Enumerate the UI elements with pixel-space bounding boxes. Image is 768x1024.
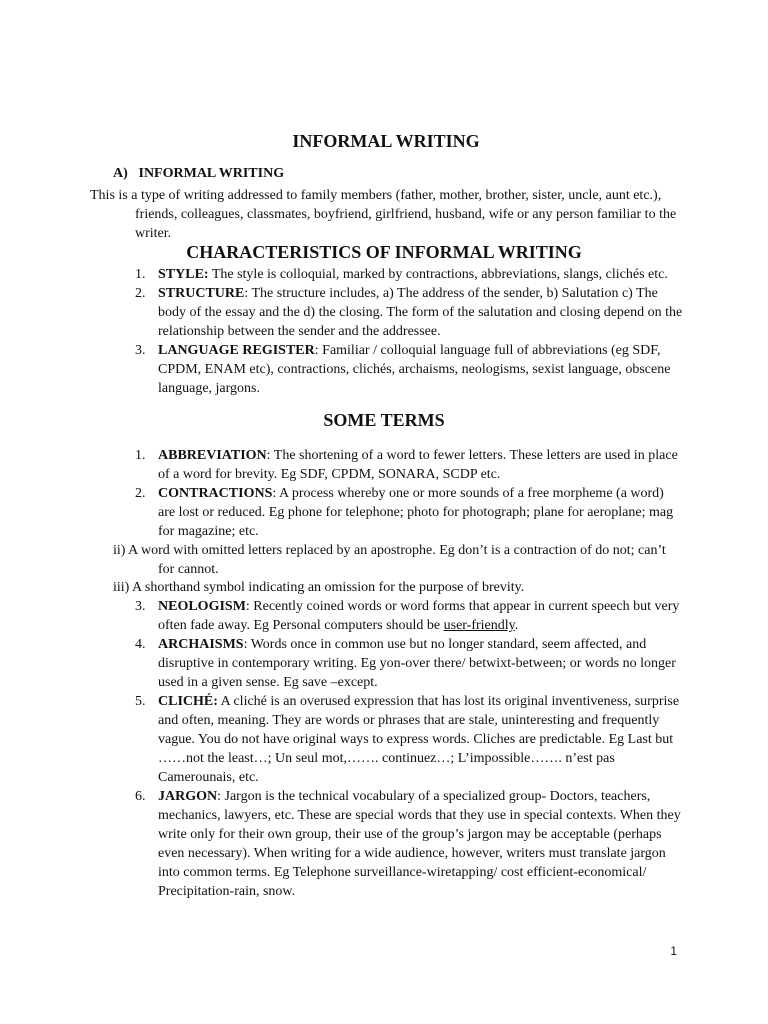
characteristics-list — [113, 265, 683, 398]
item-term: STRUCTURE — [158, 286, 245, 301]
characteristics-heading: CHARACTERISTICS OF INFORMAL WRITING — [186, 242, 582, 262]
item-number: 2. — [135, 286, 146, 301]
list-item — [113, 787, 683, 901]
item-term: ABBREVIATION — [158, 448, 267, 463]
contraction-note-iii: iii) A shorthand symbol indicating an omission for the purpose of brevity. — [113, 580, 525, 595]
item-number: 3. — [135, 599, 146, 614]
list-item — [113, 635, 683, 692]
item-number: 4. — [135, 637, 146, 652]
item-term: CLICHÉ: — [158, 694, 218, 709]
item-term: JARGON — [158, 789, 218, 804]
item-text: The style is colloquial, marked by contractions, abbreviations, slangs, clichés etc. — [208, 267, 668, 282]
item-term: NEOLOGISM — [158, 599, 246, 614]
item-number: 3. — [135, 343, 146, 358]
section-a-heading — [113, 166, 284, 182]
terms-heading: SOME TERMS — [323, 410, 445, 430]
item-text: A cliché is an overused expression that has lost its original inventiveness, surprise and often, meaning. They are words or phrases that are stale, uninteresting and frequently vague. You do not have original ways to express words. Cliches are predictable. Eg Last but ……not the least…; Un seul mot,……. continuez…; L’impossible……. n’est pas Camerounais, etc. — [158, 694, 680, 785]
item-number: 1. — [135, 267, 146, 282]
intro-paragraph — [90, 186, 682, 243]
item-term: STYLE: — [158, 267, 209, 282]
item-text: : The shortening of a word to fewer letters. These letters are used in place of a word for brevity. Eg SDF, CPDM, SONARA, SCDP etc. — [158, 448, 678, 482]
item-number: 2. — [135, 486, 146, 501]
item-text: : Words once in common use but no longer standard, seem affected, and disruptive in contemporary writing. Eg yon-over there/ betwixt-between; or words no longer used in a given sense. Eg save –except. — [158, 637, 676, 690]
intro-continuation: friends, colleagues, classmates, boyfriend, girlfriend, husband, wife or any person familiar to the writer. — [135, 207, 677, 241]
item-text: : Jargon is the technical vocabulary of a specialized group- Doctors, teachers, mechanics, lawyers, etc. These are special words that they use in special contexts. When they write only for their own group, their use of the group’s jargon may be acceptable (perhaps even necessary). When writing for a wide audience, however, writers must translate jargon into common terms. Eg Telephone surveillance-wiretapping/ cost efficient-economical/ Precipitation-rain, snow. — [158, 789, 681, 899]
list-item — [113, 484, 683, 541]
intro-first-line: This is a type of writing addressed to family members (father, mother, brother, sister, uncle, aunt etc.), — [90, 188, 662, 203]
item-text: : A process whereby one or more sounds of a free morpheme (a word) are lost or reduced. Eg phone for telephone; photo for photograph; plane for aeroplane; mag for magazine; etc. — [158, 486, 674, 539]
item-number: 6. — [135, 789, 146, 804]
item-text: : Familiar / colloquial language full of abbreviations (eg SDF, CPDM, ENAM etc), contractions, clichés, archaisms, neologisms, sexist language, obscene language, jargons. — [158, 343, 671, 396]
list-item — [113, 692, 683, 787]
list-item — [113, 446, 683, 484]
list-item — [113, 597, 683, 635]
page-number: 1 — [670, 944, 677, 958]
note-ii-first-line: ii) A word with omitted letters replaced by an apostrophe. Eg don’t is a contraction of do not; can’t — [113, 543, 666, 558]
terms-list-b — [113, 597, 683, 901]
item-term: ARCHAISMS — [158, 637, 244, 652]
terms-list-a — [113, 446, 683, 541]
item-number: 1. — [135, 448, 146, 463]
page-title: INFORMAL WRITING — [292, 131, 480, 151]
section-a-number: A) — [113, 166, 128, 181]
item-text: : The structure includes, a) The address of the sender, b) Salutation c) The body of the essay and the d) the closing. The form of the salutation and closing depend on the relationship between the sender and the addressee. — [158, 286, 683, 339]
note-ii-continuation: for cannot. — [158, 562, 219, 577]
item-text-end: . — [514, 618, 519, 633]
item-term: CONTRACTIONS — [158, 486, 273, 501]
list-item — [113, 265, 683, 284]
list-item — [113, 284, 683, 341]
item-number: 5. — [135, 694, 146, 709]
item-term: LANGUAGE REGISTER — [158, 343, 315, 358]
section-a-label: INFORMAL WRITING — [138, 166, 285, 181]
underlined-example: user-friendly — [443, 618, 515, 633]
list-item — [113, 341, 683, 398]
item-text: : Recently coined words or word forms that appear in current speech but very often fade away. Eg Personal computers should be — [158, 599, 680, 633]
contraction-note-ii — [113, 541, 683, 579]
